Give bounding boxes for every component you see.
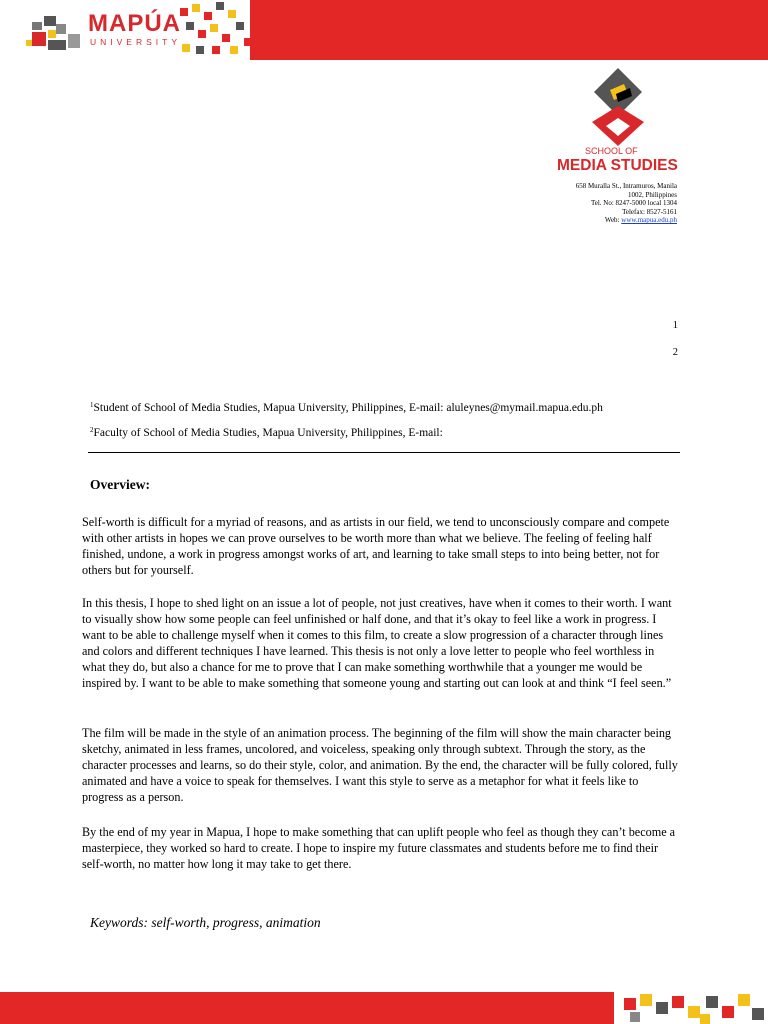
web-line: [605, 216, 677, 225]
mapua-subtitle: UNIVERSITY: [90, 37, 182, 47]
address-line: Telefax: 8527-5161: [622, 207, 677, 216]
web-link[interactable]: www.mapua.edu.ph: [621, 216, 677, 224]
media-studies-title: MEDIA STUDIES: [557, 157, 678, 174]
school-of-label: SCHOOL OF: [585, 146, 638, 156]
paragraph: The film will be made in the style of an animation process. The beginning of the film will show the main character being sketchy, animated in less frames, uncolored, and voiceless, speaking only through subtext. Through the story, as the character processes and learns, so do their style, color, and animation. By the end, the character will be fully colored, fully animated and have a voice to speak for themselves. I want this style to serve as a metaphor for what it feels like to progress as a person.: [82, 726, 678, 804]
divider: [88, 452, 680, 453]
address-line: Tel. No: 8247-5000 local 1304: [590, 199, 677, 207]
page-marker: 1: [672, 320, 678, 331]
paragraph: Self-worth is difficult for a myriad of reasons, and as artists in our field, we tend to unconsciously compare and compete with other artists in hopes we can prove ourselves to be worth more than what we believe. The feeling of feeling half finished, undone, a work in progress amongst works of art, and learning to take small steps to into being better, not for others but for yourself.: [82, 515, 670, 577]
mapua-wordmark: MAPÚA: [88, 10, 181, 37]
keywords: Keywords: self-worth, progress, animation: [90, 915, 321, 930]
overview-heading: Overview:: [90, 477, 150, 492]
affiliation-2: [90, 427, 443, 439]
footer-band: [0, 992, 768, 1024]
footnote-marker: 1: [90, 401, 94, 409]
affiliation-text: Student of School of Media Studies, Mapua University, Philippines, E-mail: aluleynes@mymail.mapua.edu.ph: [93, 402, 603, 414]
address-line: 658 Muralla St., Intramuros, Manila: [575, 182, 677, 190]
mapua-logo-icon: [26, 10, 84, 52]
address-line: 1002, Philippines: [627, 190, 677, 199]
web-label: Web:: [604, 216, 620, 224]
footnote-marker: 2: [90, 426, 94, 434]
paragraph: In this thesis, I hope to shed light on an issue a lot of people, not just creatives, have when it comes to their worth. I want to visually show how some people can feel unfinished or half done, and that it’s okay to feel like a work in progress. I want to be able to challenge myself when it comes to this film, to create a slow progression of a character through lines and colors and different techniques I have learned. This thesis is not only a love letter to people who feel worthless in what they do, but also a chance for me to prove that I can make something worthwhile that a younger me would be inspired by. I want to be able to make something that someone young and starting out can look at and think “I feel seen.”: [82, 596, 672, 690]
affiliation-text: Faculty of School of Media Studies, Mapua University, Philippines, E-mail:: [93, 427, 443, 439]
affiliation-1: [90, 402, 603, 414]
paragraph: By the end of my year in Mapua, I hope to make something that can uplift people who feel as though they can’t become a masterpiece, they worked so hard to create. I hope to inspire my future classmates and students before me to find their self-worth, no matter how long it may take to get there.: [82, 825, 676, 871]
school-logo-icon: [590, 66, 646, 148]
page-marker: 2: [672, 347, 678, 358]
